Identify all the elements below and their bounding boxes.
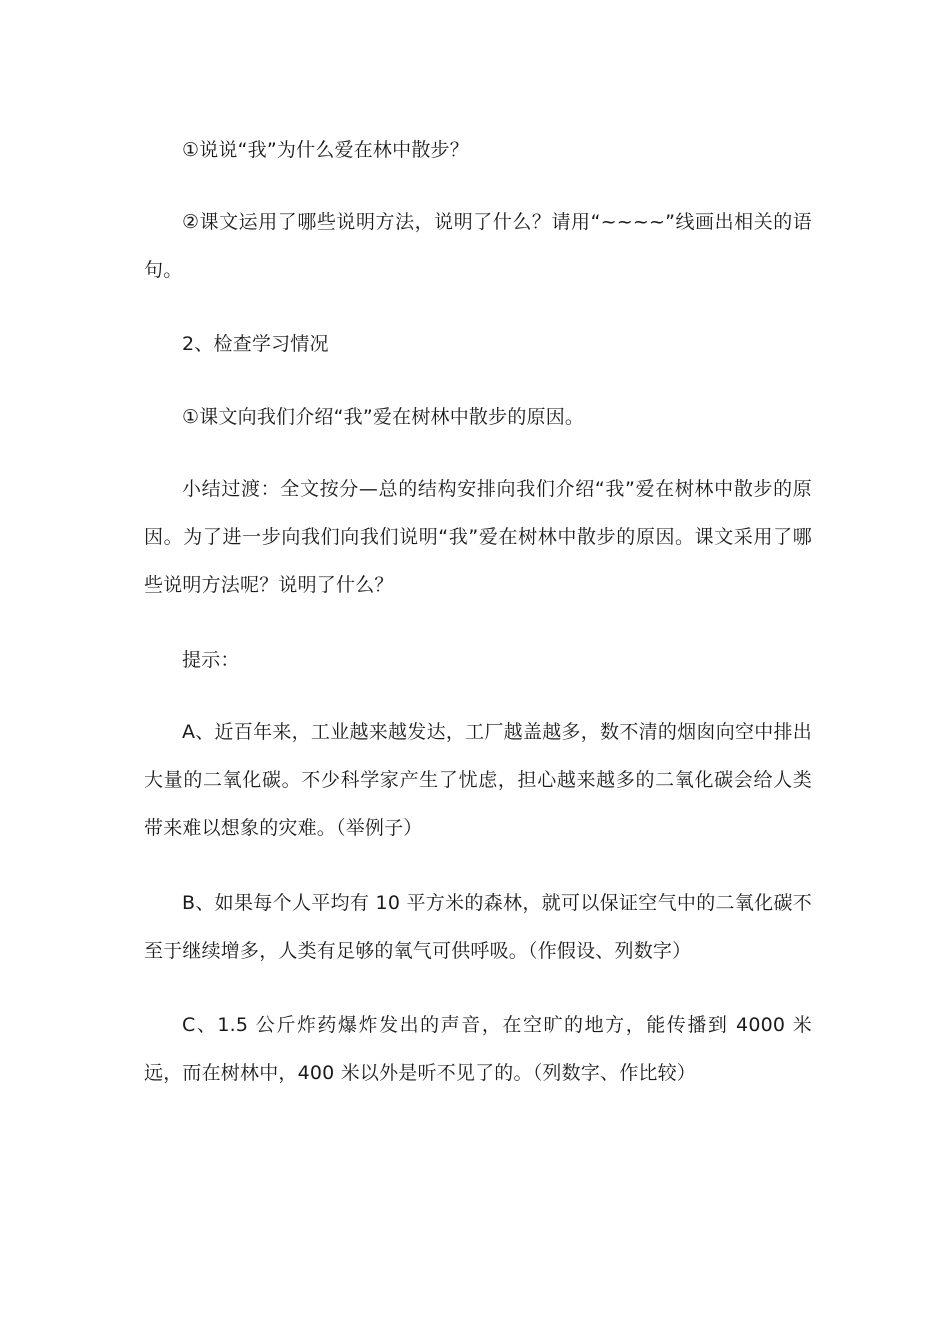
question-1: ①说说“我”为什么爱在林中散步？ [182, 139, 469, 161]
question-2: ②课文运用了哪些说明方法，说明了什么？请用“~~~~”线画出相关的语句。 [144, 211, 812, 281]
check-item-1: ①课文向我们介绍“我”爱在树林中散步的原因。 [182, 406, 585, 428]
hint-label: 提示： [182, 649, 240, 671]
hint-b: B、如果每个人平均有 10 平方米的森林，就可以保证空气中的二氧化碳不至于继续增多，人类有足够的氧气可供呼吸。（作假设、列数字） [144, 892, 812, 962]
summary-paragraph: 小结过渡：全文按分—总的结构安排向我们介绍“我”爱在树林中散步的原因。为了进一步向我们向我们说明“我”爱在树林中散步的原因。课文采用了哪些说明方法呢？说明了什么？ [144, 478, 812, 596]
section-heading-2: 2、检查学习情况 [182, 333, 329, 355]
hint-c: C、1.5 公斤炸药爆炸发出的声音，在空旷的地方，能传播到 4000 米远，而在树林中，400 米以外是听不见了的。（列数字、作比较） [144, 1014, 812, 1084]
hint-a: A、近百年来，工业越来越发达，工厂越盖越多，数不清的烟囱向空中排出大量的二氧化碳。不少科学家产生了忧虑，担心越来越多的二氧化碳会给人类带来难以想象的灾难。（举例子） [144, 721, 812, 839]
